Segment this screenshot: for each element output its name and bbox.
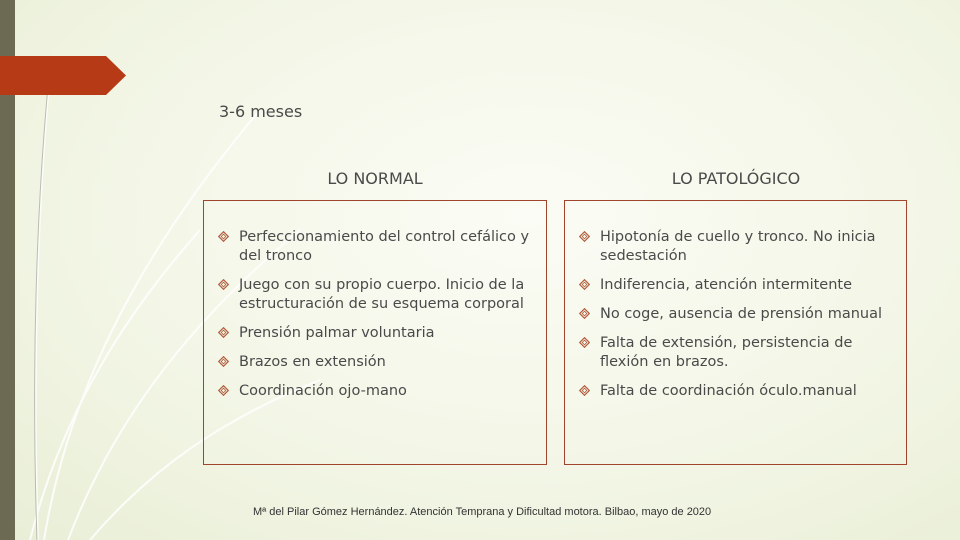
diamond-bullet-icon: [579, 385, 590, 396]
normal-list-box: [203, 200, 547, 465]
list-item-text: Falta de coordinación óculo.manual: [600, 383, 857, 399]
slide-title: 3-6 meses: [219, 102, 303, 121]
list-item: [213, 324, 538, 343]
list-item: [213, 353, 538, 372]
list-item-text: Falta de extensión, persistencia de flexión en brazos.: [600, 335, 853, 370]
list-item: [574, 305, 898, 324]
pathological-list-box: [564, 200, 907, 465]
diamond-bullet-icon: [218, 231, 229, 242]
list-item-text: Perfeccionamiento del control cefálico y del tronco: [239, 229, 530, 264]
diamond-bullet-icon: [579, 337, 590, 348]
diamond-bullet-icon: [218, 385, 229, 396]
red-accent-tab: [0, 56, 126, 95]
list-item: [574, 276, 898, 295]
list-item-text: No coge, ausencia de prensión manual: [600, 306, 882, 322]
list-item: [213, 382, 538, 401]
diamond-bullet-icon: [579, 308, 590, 319]
list-item: [213, 228, 538, 266]
normal-list: [213, 228, 538, 401]
list-item-text: Prensión palmar voluntaria: [239, 325, 435, 341]
list-item: [574, 228, 898, 266]
list-item: [574, 334, 898, 372]
list-item: [213, 276, 538, 314]
list-item-text: Brazos en extensión: [239, 354, 386, 370]
list-item-text: Juego con su propio cuerpo. Inicio de la estructuración de su esquema corporal: [239, 277, 525, 312]
diamond-bullet-icon: [218, 356, 229, 367]
pathological-column-heading: LO PATOLÓGICO: [671, 169, 801, 188]
pathological-list: [574, 228, 898, 401]
list-item-text: Indiferencia, atención intermitente: [600, 277, 853, 293]
normal-column-heading: LO NORMAL: [327, 169, 423, 188]
list-item: [574, 382, 898, 401]
diamond-bullet-icon: [579, 279, 590, 290]
slide-footer: Mª del Pilar Gómez Hernández. Atención Temprana y Dificultad motora. Bilbao, mayo de 2020: [253, 506, 712, 518]
diamond-bullet-icon: [579, 231, 590, 242]
list-item-text: Hipotonía de cuello y tronco. No inicia sedestación: [600, 229, 876, 264]
list-item-text: Coordinación ojo-mano: [239, 383, 407, 399]
diamond-bullet-icon: [218, 279, 229, 290]
diamond-bullet-icon: [218, 327, 229, 338]
